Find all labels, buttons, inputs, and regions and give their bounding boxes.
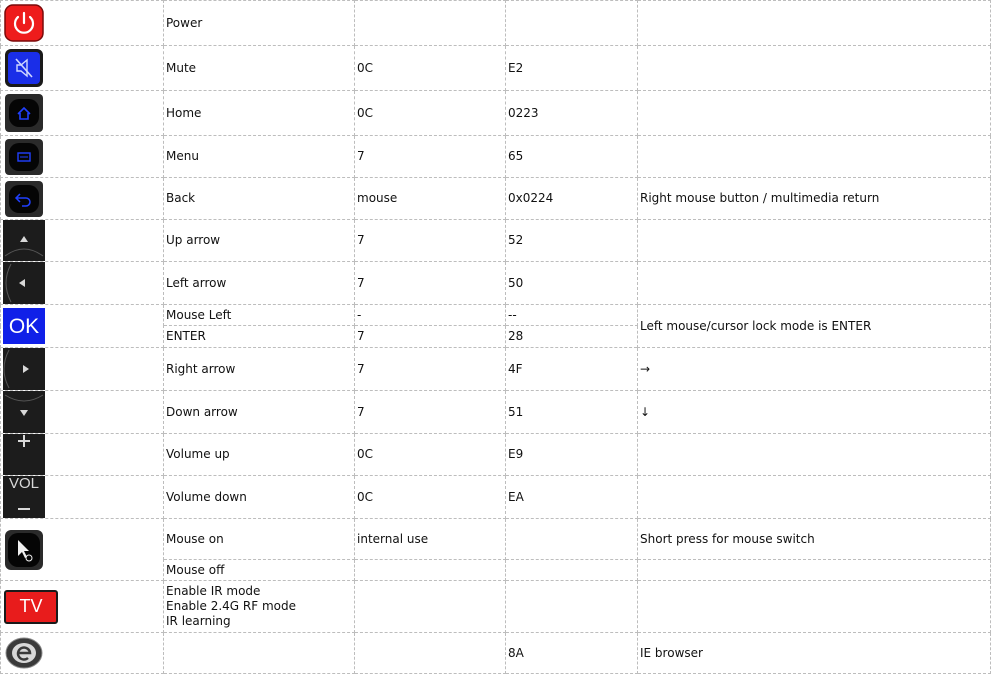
key-name: Back (164, 178, 355, 220)
table-row (1, 1, 991, 46)
key-code: 0223 (506, 91, 638, 136)
down-arrow-icon (1, 391, 47, 433)
ok-icon: OK (1, 305, 47, 347)
vol-label: VOL (8, 476, 39, 492)
key-name: Mouse Left (164, 305, 355, 326)
table-row (1, 434, 991, 476)
code-page (355, 633, 506, 674)
code-page: 7 (355, 348, 506, 391)
code-page: 0C (355, 91, 506, 136)
code-page: 7 (355, 136, 506, 178)
table-row (1, 305, 991, 326)
right-arrow-icon (1, 348, 47, 390)
volume-up-icon (1, 434, 47, 475)
key-code: 52 (506, 220, 638, 262)
code-page (355, 1, 506, 46)
key-name: Right arrow (164, 348, 355, 391)
key-code: 51 (506, 391, 638, 434)
key-code: 65 (506, 136, 638, 178)
key-note (638, 220, 991, 262)
icon-cell (1, 519, 164, 581)
power-icon (1, 1, 47, 45)
key-note: Short press for mouse switch (638, 519, 991, 560)
key-note (638, 581, 991, 633)
icon-cell (1, 220, 164, 262)
key-code: 50 (506, 262, 638, 305)
key-code (506, 519, 638, 560)
code-page: 7 (355, 262, 506, 305)
key-code: E9 (506, 434, 638, 476)
icon-cell (1, 178, 164, 220)
icon-cell (1, 46, 164, 91)
table-row (1, 46, 991, 91)
key-name: Mouse on (164, 519, 355, 560)
key-code: 28 (506, 326, 638, 348)
key-code: -- (506, 305, 638, 326)
key-name: ENTER (164, 326, 355, 348)
key-code: EA (506, 476, 638, 519)
up-arrow-icon (1, 220, 47, 261)
key-note (638, 476, 991, 519)
table-row (1, 220, 991, 262)
key-note: ↓ (638, 391, 991, 434)
mode-line: Enable IR mode (166, 584, 261, 598)
code-page: internal use (355, 519, 506, 560)
code-page (355, 560, 506, 581)
menu-icon (1, 136, 47, 177)
key-name: Down arrow (164, 391, 355, 434)
key-note: Right mouse button / multimedia return (638, 178, 991, 220)
key-name: Power (164, 1, 355, 46)
key-name: Volume up (164, 434, 355, 476)
code-page: mouse (355, 178, 506, 220)
key-name (164, 581, 355, 633)
code-page: 0C (355, 46, 506, 91)
minus-icon (18, 508, 30, 510)
icon-cell (1, 262, 164, 305)
key-code: 4F (506, 348, 638, 391)
table-row (1, 391, 991, 434)
icon-cell (1, 91, 164, 136)
left-arrow-icon (1, 262, 47, 304)
table-row (1, 178, 991, 220)
key-name: Volume down (164, 476, 355, 519)
table-row (1, 519, 991, 560)
key-name: Left arrow (164, 262, 355, 305)
icon-cell (1, 305, 164, 348)
key-name: Up arrow (164, 220, 355, 262)
key-name: Mouse off (164, 560, 355, 581)
key-note: → (638, 348, 991, 391)
key-name: Mute (164, 46, 355, 91)
key-note (638, 136, 991, 178)
table-row (1, 476, 991, 519)
tv-icon: TV (1, 582, 61, 632)
key-note (638, 262, 991, 305)
icon-cell (1, 476, 164, 519)
key-code: 8A (506, 633, 638, 674)
mode-line: IR learning (166, 614, 231, 628)
key-name (164, 633, 355, 674)
code-page (355, 581, 506, 633)
icon-cell (1, 633, 164, 674)
key-name: Menu (164, 136, 355, 178)
mode-line: Enable 2.4G RF mode (166, 599, 296, 613)
key-note (638, 91, 991, 136)
code-page: - (355, 305, 506, 326)
code-page: 7 (355, 326, 506, 348)
key-code (506, 581, 638, 633)
table-row (1, 262, 991, 305)
table-row (1, 348, 991, 391)
icon-cell (1, 136, 164, 178)
volume-down-icon (1, 476, 47, 518)
code-page: 7 (355, 391, 506, 434)
icon-cell (1, 434, 164, 476)
key-code (506, 560, 638, 581)
home-icon (1, 91, 47, 135)
table-row (1, 91, 991, 136)
ie-browser-icon (1, 633, 47, 673)
key-name: Home (164, 91, 355, 136)
key-note (638, 560, 991, 581)
key-code (506, 1, 638, 46)
key-note (638, 1, 991, 46)
code-page: 7 (355, 220, 506, 262)
key-code: E2 (506, 46, 638, 91)
table-row (1, 136, 991, 178)
table-row (1, 581, 991, 633)
key-note: IE browser (638, 633, 991, 674)
icon-cell (1, 581, 164, 633)
code-page: 0C (355, 476, 506, 519)
table-row (1, 633, 991, 674)
back-icon (1, 178, 47, 219)
key-code: 0x0224 (506, 178, 638, 220)
mute-icon (1, 46, 47, 90)
mouse-pointer-icon (1, 522, 47, 578)
icon-cell (1, 391, 164, 434)
key-note: Left mouse/cursor lock mode is ENTER (638, 305, 991, 348)
key-note (638, 434, 991, 476)
icon-cell (1, 1, 164, 46)
key-note (638, 46, 991, 91)
code-page: 0C (355, 434, 506, 476)
icon-cell (1, 348, 164, 391)
